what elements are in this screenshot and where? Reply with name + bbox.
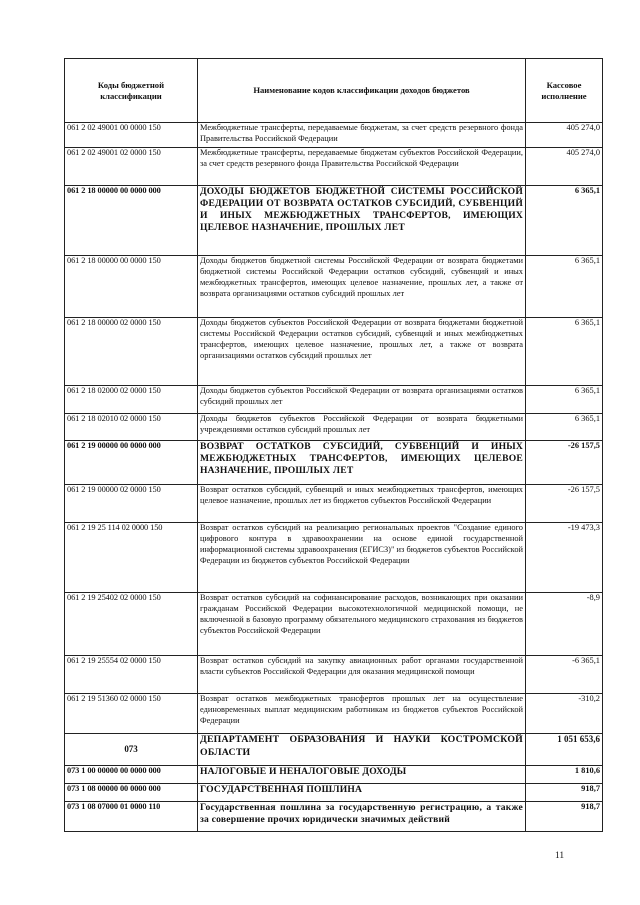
row-amount: 6 365,1 — [526, 186, 603, 256]
row-name: ВОЗВРАТ ОСТАТКОВ СУБСИДИЙ, СУБВЕНЦИЙ И ИНЫХ МЕЖБЮДЖЕТНЫХ ТРАНСФЕРТОВ, ИМЕЮЩИХ ЦЕЛЕВОЕ НАЗНАЧЕНИЕ, ПРОШЛЫХ ЛЕТ — [198, 441, 526, 485]
row-name: Доходы бюджетов субъектов Российской Федерации от возврата организациями остатков субсидий прошлых лет — [198, 386, 526, 414]
row-name: Государственная пошлина за государственную регистрацию, а также за совершение прочих юридически значимых действий — [198, 802, 526, 832]
row-name: ГОСУДАРСТВЕННАЯ ПОШЛИНА — [198, 784, 526, 802]
row-amount: 6 365,1 — [526, 318, 603, 386]
table-row — [65, 593, 603, 656]
row-code: 061 2 19 25 114 02 0000 150 — [65, 523, 198, 593]
row-code: 061 2 18 02000 02 0000 150 — [65, 386, 198, 414]
table-row — [65, 318, 603, 386]
row-name: Межбюджетные трансферты, передаваемые бюджетам субъектов Российской Федерации, за счет средств резервного фонда Правительства Российской Федерации — [198, 148, 526, 186]
table-row — [65, 148, 603, 186]
row-name: Возврат остатков субсидий на закупку авиационных работ органами государственной власти субъектов Российской Федерации для оказания медицинской помощи — [198, 656, 526, 694]
row-amount: 1 051 653,6 — [526, 734, 603, 766]
row-name: Возврат остатков субсидий, субвенций и иных межбюджетных трансфертов, имеющих целевое назначение, прошлых лет из бюджетов субъектов Российской Федерации — [198, 485, 526, 523]
budget-revenue-table — [64, 58, 603, 832]
table-row — [65, 766, 603, 784]
table-row — [65, 256, 603, 318]
row-code: 061 2 19 00000 00 0000 000 — [65, 441, 198, 485]
row-amount: -19 473,3 — [526, 523, 603, 593]
row-code: 061 2 18 00000 00 0000 000 — [65, 186, 198, 256]
row-code: 073 — [65, 734, 198, 766]
row-amount: -8,9 — [526, 593, 603, 656]
row-amount: 1 810,6 — [526, 766, 603, 784]
row-amount: 405 274,0 — [526, 123, 603, 148]
row-amount: 405 274,0 — [526, 148, 603, 186]
row-name: Возврат остатков межбюджетных трансфертов прошлых лет на осуществление единовременных выплат медицинским работникам из бюджетов субъектов Российской Федерации — [198, 694, 526, 734]
table-row — [65, 734, 603, 766]
row-amount: 6 365,1 — [526, 256, 603, 318]
row-code: 061 2 19 51360 02 0000 150 — [65, 694, 198, 734]
table-row — [65, 656, 603, 694]
row-amount: -26 157,5 — [526, 485, 603, 523]
row-code: 061 2 02 49001 02 0000 150 — [65, 148, 198, 186]
row-amount: 6 365,1 — [526, 386, 603, 414]
row-name: НАЛОГОВЫЕ И НЕНАЛОГОВЫЕ ДОХОДЫ — [198, 766, 526, 784]
row-name: Доходы бюджетов субъектов Российской Федерации от возврата бюджетами бюджетной системы Российской Федерации остатков субсидий, субвенций и иных межбюджетных трансфертов, имеющих целевое назначение, прошлых лет, а также от возврата организациями остатков субсидий прошлых лет — [198, 318, 526, 386]
table-row — [65, 784, 603, 802]
header-code: Коды бюджетной классификации — [65, 59, 198, 123]
table-header-row — [65, 59, 603, 123]
row-name: Доходы бюджетов бюджетной системы Российской Федерации от возврата бюджетами бюджетной системы Российской Федерации остатков субсидий, субвенций и иных межбюджетных трансфертов, имеющих целевое назначение, прошлых лет, а также от возврата организациями остатков субсидий прошлых лет — [198, 256, 526, 318]
row-amount: 918,7 — [526, 784, 603, 802]
row-amount: 918,7 — [526, 802, 603, 832]
page-number: 11 — [555, 851, 565, 861]
row-name: ДОХОДЫ БЮДЖЕТОВ БЮДЖЕТНОЙ СИСТЕМЫ РОССИЙСКОЙ ФЕДЕРАЦИИ ОТ ВОЗВРАТА ОСТАТКОВ СУБСИДИЙ, СУБВЕНЦИЙ И ИНЫХ МЕЖБЮДЖЕТНЫХ ТРАНСФЕРТОВ, ИМЕЮЩИХ ЦЕЛЕВОЕ НАЗНАЧЕНИЕ, ПРОШЛЫХ ЛЕТ — [198, 186, 526, 256]
table-row — [65, 414, 603, 441]
table-row — [65, 441, 603, 485]
row-code: 061 2 18 00000 00 0000 150 — [65, 256, 198, 318]
row-amount: 6 365,1 — [526, 414, 603, 441]
row-code: 073 1 08 07000 01 0000 110 — [65, 802, 198, 832]
header-amount: Кассовое исполнение — [526, 59, 603, 123]
row-name: ДЕПАРТАМЕНТ ОБРАЗОВАНИЯ И НАУКИ КОСТРОМСКОЙ ОБЛАСТИ — [198, 734, 526, 766]
table-row — [65, 485, 603, 523]
row-code: 061 2 18 00000 02 0000 150 — [65, 318, 198, 386]
row-name: Межбюджетные трансферты, передаваемые бюджетам, за счет средств резервного фонда Правительства Российской Федерации — [198, 123, 526, 148]
row-name: Доходы бюджетов субъектов Российской Федерации от возврата бюджетными учреждениями остатков субсидий прошлых лет — [198, 414, 526, 441]
row-code: 061 2 19 00000 02 0000 150 — [65, 485, 198, 523]
table-row — [65, 694, 603, 734]
row-code: 061 2 19 25402 02 0000 150 — [65, 593, 198, 656]
row-name: Возврат остатков субсидий на реализацию региональных проектов "Создание единого цифрового контура в здравоохранении на основе единой государственной информационной системы здравоохранения (ЕГИСЗ)" из бюджетов субъектов Российской Федерации из бюджетов субъектов Российской Федерации — [198, 523, 526, 593]
row-code: 061 2 02 49001 00 0000 150 — [65, 123, 198, 148]
row-amount: -6 365,1 — [526, 656, 603, 694]
row-code: 073 1 00 00000 00 0000 000 — [65, 766, 198, 784]
row-code: 073 1 08 00000 00 0000 000 — [65, 784, 198, 802]
table-row — [65, 523, 603, 593]
table-row — [65, 386, 603, 414]
header-name: Наименование кодов классификации доходов бюджетов — [198, 59, 526, 123]
table-row — [65, 123, 603, 148]
row-name: Возврат остатков субсидий на софинансирование расходов, возникающих при оказании гражданам Российской Федерации высокотехнологичной медицинской помощи, не включенной в базовую программу обязательного медицинского страхования из бюджетов субъектов Российской Федерации — [198, 593, 526, 656]
table-row — [65, 186, 603, 256]
row-code: 061 2 18 02010 02 0000 150 — [65, 414, 198, 441]
row-amount: -310,2 — [526, 694, 603, 734]
row-code: 061 2 19 25554 02 0000 150 — [65, 656, 198, 694]
table-row — [65, 802, 603, 832]
row-amount: -26 157,5 — [526, 441, 603, 485]
